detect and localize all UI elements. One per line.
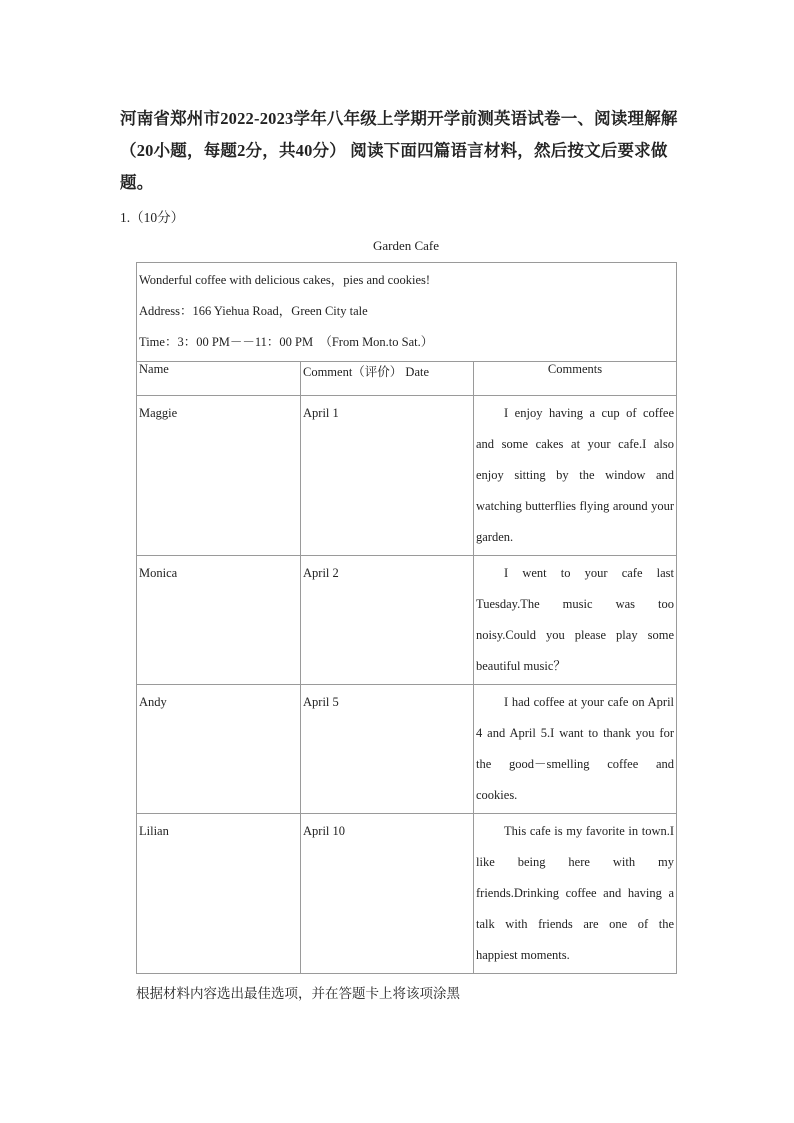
- exam-title: 河南省郑州市2022-2023学年八年级上学期开学前测英语试卷一、阅读理解解（20小题，每题2分，共40分） 阅读下面四篇语言材料，然后按文后要求做题。: [120, 109, 678, 192]
- row-comment: This cafe is my favorite in town.I like being here with my friends.Drinking coffee and having a talk with friends are one of the happiest moments.: [474, 814, 677, 974]
- table-row: [137, 396, 677, 556]
- table-row: [137, 556, 677, 685]
- question-number: 1.（10分）: [120, 210, 185, 225]
- cafe-table: [136, 262, 677, 974]
- row-date: April 10: [301, 814, 474, 974]
- table-row: [137, 814, 677, 974]
- row-name: Andy: [137, 685, 301, 814]
- cafe-address: Address：166 Yiehua Road，Green City tale: [139, 304, 368, 318]
- row-name: Monica: [137, 556, 301, 685]
- column-header-name: Name: [137, 362, 301, 396]
- column-header-row: [137, 362, 677, 396]
- cafe-info-row: [137, 263, 677, 362]
- column-header-date: Comment（评价） Date: [301, 362, 474, 396]
- row-date: April 5: [301, 685, 474, 814]
- row-comment: I went to your cafe last Tuesday.The music was too noisy.Could you please play some beautiful music？: [474, 556, 677, 685]
- column-header-comments: Comments: [474, 362, 677, 396]
- table-row: [137, 685, 677, 814]
- row-comment: I enjoy having a cup of coffee and some cakes at your cafe.I also enjoy sitting by the window and watching butterflies flying around your garden.: [474, 396, 677, 556]
- row-name: Lilian: [137, 814, 301, 974]
- table-caption: Garden Cafe: [372, 238, 440, 253]
- cafe-time: Time：3：00 PM－－11：00 PM （From Mon.to Sat.）: [139, 335, 434, 349]
- instruction-text: 根据材料内容选出最佳选项，并在答题卡上将该项涂黑: [136, 986, 460, 1002]
- row-comment: I had coffee at your cafe on April 4 and April 5.I want to thank you for the good－smelling coffee and cookies.: [474, 685, 677, 814]
- cafe-slogan: Wonderful coffee with delicious cakes，pies and cookies!: [139, 273, 431, 287]
- row-name: Maggie: [137, 396, 301, 556]
- cafe-info-cell: [137, 263, 677, 362]
- row-date: April 2: [301, 556, 474, 685]
- row-date: April 1: [301, 396, 474, 556]
